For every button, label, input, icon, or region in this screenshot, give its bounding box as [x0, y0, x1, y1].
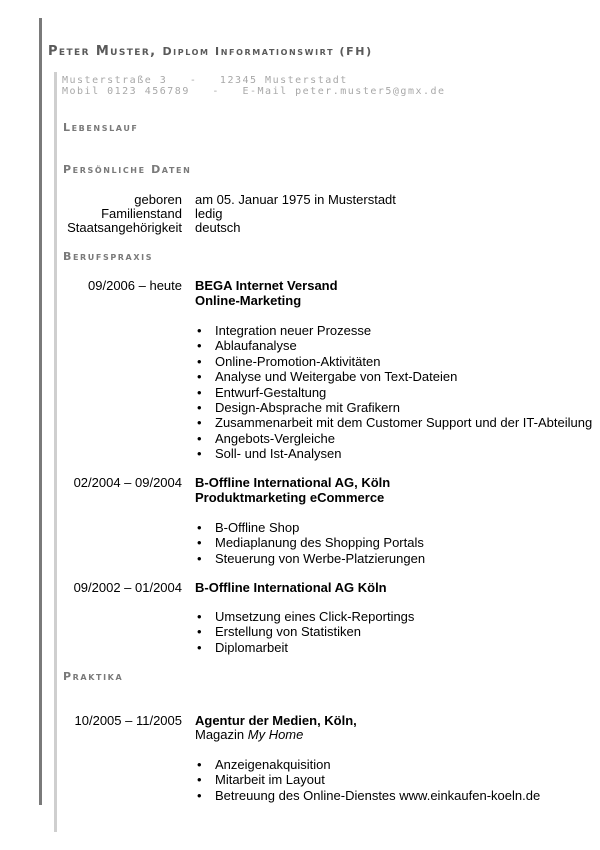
- list-item: • Mediaplanung des Shopping Portals: [195, 535, 425, 550]
- list-item: • Anzeigenakquisition: [195, 757, 540, 772]
- personal-label-nationality: Staatsangehörigkeit: [67, 220, 182, 235]
- job-employer: B-Offline International AG Köln: [195, 580, 387, 595]
- personal-value-nationality: deutsch: [195, 220, 241, 235]
- internship-company: Agentur der Medien, Köln,: [195, 713, 357, 728]
- heading-persoenliche-daten: Persönliche Daten: [63, 163, 192, 176]
- list-item: • Umsetzung eines Click-Reportings: [195, 609, 414, 624]
- job-date: 09/2002 – 01/2004: [73, 580, 182, 595]
- person-name: Peter Muster,: [48, 44, 157, 59]
- personal-value-marital: ledig: [195, 206, 223, 221]
- name-heading: [48, 44, 373, 59]
- list-item: • Mitarbeit im Layout: [195, 772, 540, 787]
- list-item: • Diplomarbeit: [195, 640, 414, 655]
- list-item: • Zusammenarbeit mit dem Customer Support und der IT-Abteilung: [195, 415, 592, 430]
- internship-role-prefix: Magazin: [195, 727, 248, 742]
- list-item: • Betreuung des Online-Dienstes www.einkaufen-koeln.de: [195, 788, 540, 803]
- list-item: • Erstellung von Statistiken: [195, 624, 414, 639]
- left-rule-light: [54, 72, 57, 832]
- job-employer: B-Offline International AG, Köln: [195, 475, 391, 490]
- list-item: • Design-Absprache mit Grafikern: [195, 400, 592, 415]
- job-date: 02/2004 – 09/2004: [73, 475, 182, 490]
- list-item: • B-Offline Shop: [195, 520, 425, 535]
- contact-address: Musterstraße 3 - 12345 Musterstadt: [62, 75, 348, 86]
- person-title: Diplom Informationswirt (FH): [162, 45, 373, 58]
- internship-task-list: [195, 757, 540, 803]
- list-item: • Angebots-Vergleiche: [195, 431, 592, 446]
- job-task-list: [195, 609, 414, 655]
- list-item: • Soll- und Ist-Analysen: [195, 446, 592, 461]
- list-item: • Online-Promotion-Aktivitäten: [195, 354, 592, 369]
- left-rule-dark: [39, 18, 42, 805]
- list-item: • Steuerung von Werbe-Platzierungen: [195, 551, 425, 566]
- list-item: • Ablaufanalyse: [195, 338, 592, 353]
- internship-role: [195, 727, 303, 742]
- job-employer: BEGA Internet Versand: [195, 278, 338, 293]
- heading-lebenslauf: Lebenslauf: [63, 121, 139, 134]
- list-item: • Integration neuer Prozesse: [195, 323, 592, 338]
- contact-phone-email: Mobil 0123 456789 - E-Mail peter.muster5@gmx.de: [62, 86, 446, 97]
- personal-value-born: am 05. Januar 1975 in Musterstadt: [195, 192, 396, 207]
- heading-praktika: Praktika: [63, 670, 124, 683]
- list-item: • Entwurf-Gestaltung: [195, 385, 592, 400]
- personal-label-marital: Familienstand: [101, 206, 182, 221]
- job-task-list: [195, 323, 592, 462]
- heading-berufspraxis: Berufspraxis: [63, 250, 154, 263]
- job-task-list: [195, 520, 425, 566]
- job-role: Produktmarketing eCommerce: [195, 490, 385, 505]
- job-date: 09/2006 – heute: [88, 278, 182, 293]
- internship-role-magazine: My Home: [247, 727, 304, 742]
- personal-label-born: geboren: [134, 192, 182, 207]
- job-role: Online-Marketing: [195, 293, 302, 308]
- internship-date: 10/2005 – 11/2005: [74, 713, 182, 728]
- list-item: • Analyse und Weitergabe von Text-Dateien: [195, 369, 592, 384]
